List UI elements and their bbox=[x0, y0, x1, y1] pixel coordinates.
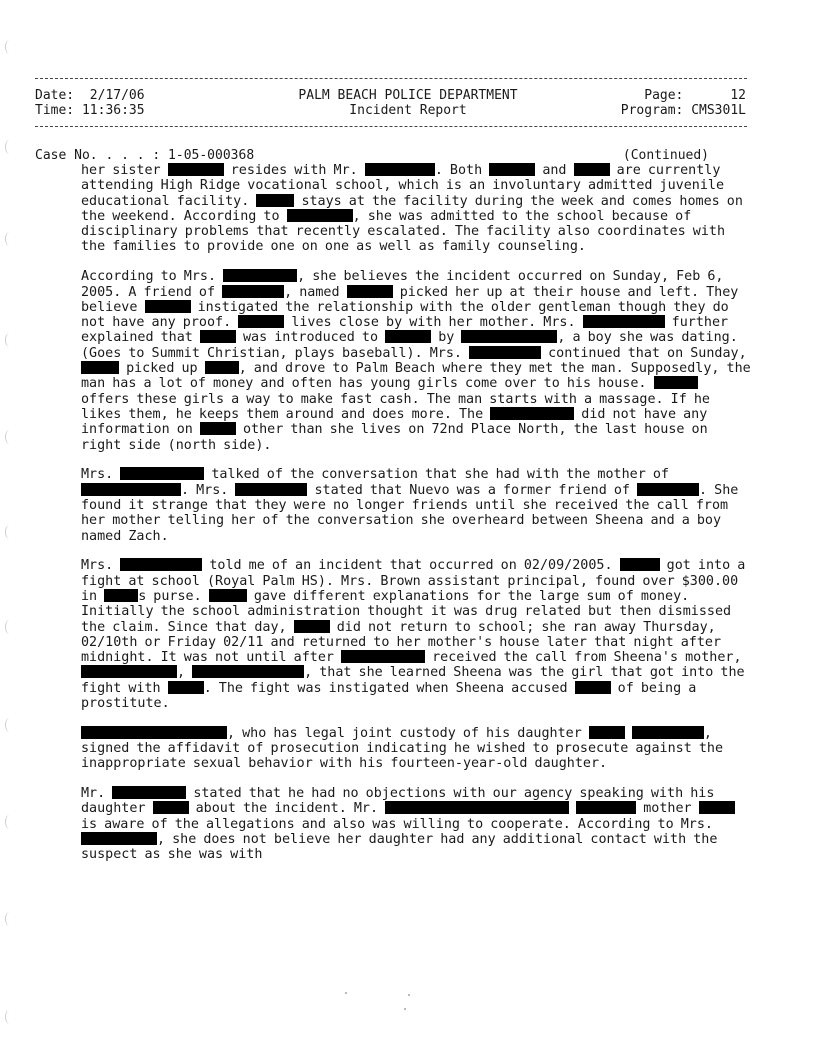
text-fragment: , she believes the incident occurred on Sunday, Feb 6, 2005. A friend of bbox=[81, 269, 724, 300]
redaction-bar bbox=[637, 483, 699, 496]
text-fragment: , signed the affidavit of prosecution indicating he wished to prosecute against the inappropriate sexual behavior with his fourteen-year-old daughter. bbox=[81, 725, 724, 772]
binder-hole-mark bbox=[5, 620, 14, 634]
redaction-bar bbox=[654, 376, 698, 389]
text-fragment: stated that Nuevo was a former friend of bbox=[314, 482, 630, 498]
narrative-paragraph bbox=[81, 269, 751, 453]
redaction-bar bbox=[574, 163, 610, 176]
binder-hole-mark bbox=[5, 333, 14, 347]
redaction-bar bbox=[112, 786, 186, 799]
text-fragment: , who has legal joint custody of his daughter bbox=[227, 725, 582, 741]
text-fragment: by bbox=[438, 330, 455, 346]
redaction-bar bbox=[153, 801, 189, 814]
case-number: Case No. . . . : 1-05-000368 bbox=[35, 148, 255, 163]
text-fragment: , named bbox=[284, 284, 340, 300]
page-number: Page: 12 bbox=[644, 88, 746, 103]
text-fragment: her sister bbox=[81, 163, 161, 178]
report-date: Date: 2/17/06 bbox=[35, 88, 145, 103]
text-fragment: . Both bbox=[434, 163, 483, 178]
scan-speck bbox=[345, 992, 347, 994]
header-bottom-rule bbox=[35, 126, 747, 127]
department-name: PALM BEACH POLICE DEPARTMENT bbox=[298, 88, 518, 103]
text-fragment: . Mrs. bbox=[181, 482, 229, 498]
redaction-bar bbox=[620, 558, 660, 571]
redaction-bar bbox=[205, 361, 239, 374]
redaction-bar bbox=[489, 163, 535, 176]
redaction-bar bbox=[385, 330, 431, 343]
binder-hole-mark bbox=[5, 140, 14, 154]
report-narrative bbox=[81, 163, 751, 877]
redaction-bar bbox=[223, 269, 297, 282]
text-fragment: , bbox=[177, 665, 186, 681]
binder-hole-mark bbox=[5, 232, 14, 246]
text-fragment: did not have any information on bbox=[81, 406, 708, 438]
redaction-bar bbox=[461, 330, 557, 343]
redaction-bar bbox=[347, 285, 393, 298]
text-fragment: stated that he had no objections with our agency speaking with his daughter bbox=[81, 786, 715, 817]
redaction-bar bbox=[589, 726, 625, 739]
binder-hole-mark bbox=[5, 430, 14, 444]
text-fragment: about the incident. Mr. bbox=[195, 801, 379, 817]
text-fragment: received the call from Sheena's mother, bbox=[432, 650, 742, 666]
text-fragment: picked her up at their house and left. They believe bbox=[81, 284, 739, 315]
continued-label: (Continued) bbox=[622, 148, 709, 163]
redaction-bar bbox=[200, 330, 236, 343]
redaction-bar bbox=[168, 681, 204, 694]
text-fragment: was introduced to bbox=[243, 330, 379, 346]
text-fragment: Mrs. bbox=[81, 558, 114, 574]
redaction-bar bbox=[168, 163, 224, 176]
text-fragment: . She found it strange that they were no longer friends until she received the call from her mother telling her of the conversation she overheard between Sheena and a boy named Zach. bbox=[81, 482, 739, 544]
text-fragment: and bbox=[542, 163, 567, 178]
redaction-bar bbox=[385, 801, 569, 814]
redaction-bar bbox=[145, 300, 191, 313]
redaction-bar bbox=[490, 407, 574, 420]
text-fragment: instigated the relationship with the older gentleman though they do not have any proof. bbox=[81, 299, 729, 331]
redaction-bar bbox=[81, 361, 119, 374]
text-fragment: resides with Mr. bbox=[230, 163, 358, 178]
redaction-bar bbox=[575, 681, 611, 694]
binder-hole-mark bbox=[5, 40, 14, 54]
redaction-bar bbox=[632, 726, 704, 739]
text-fragment: offers these girls a way to make fast cash. The man starts with a massage. If he likes them, he keeps them around and does more. The bbox=[81, 391, 710, 422]
text-fragment: other than she lives on 72nd Place North, the last house on right side (north side). bbox=[81, 422, 708, 453]
header-top-rule bbox=[35, 78, 747, 79]
redaction-bar bbox=[341, 650, 425, 663]
redaction-bar bbox=[238, 315, 284, 328]
scan-speck bbox=[408, 994, 410, 996]
redaction-bar bbox=[192, 665, 304, 678]
redaction-bar bbox=[81, 483, 181, 496]
text-fragment: , she does not believe her daughter had any additional contact with the suspect as she was with bbox=[81, 832, 718, 863]
text-fragment: of being a prostitute. bbox=[81, 680, 697, 711]
redaction-bar bbox=[699, 801, 735, 814]
redaction-bar bbox=[583, 315, 665, 328]
text-fragment: mother bbox=[643, 801, 692, 817]
scan-speck bbox=[404, 1008, 406, 1010]
redaction-bar bbox=[222, 285, 284, 298]
text-fragment: picked up bbox=[126, 361, 198, 377]
text-fragment: is aware of the allegations and also was willing to cooperate. According to Mrs. bbox=[81, 816, 713, 832]
text-fragment: According to Mrs. bbox=[81, 269, 217, 285]
text-fragment: . The fight was instigated when Sheena accused bbox=[203, 680, 568, 696]
binder-hole-mark bbox=[5, 1010, 14, 1024]
redaction-bar bbox=[287, 209, 353, 222]
text-fragment: are currently attending High Ridge vocational school, which is an involuntary admitted juvenile educational facility. bbox=[81, 163, 725, 209]
text-fragment: Mrs. bbox=[81, 467, 114, 483]
program-code: Program: CMS301L bbox=[620, 103, 746, 118]
text-fragment: gave different explanations for the large sum of money. Initially the school administration thought it was drug related but then dismissed the claim. Since that day, bbox=[81, 588, 732, 635]
redaction-bar bbox=[120, 558, 202, 571]
redaction-bar bbox=[294, 620, 330, 633]
redaction-bar bbox=[81, 726, 227, 739]
redaction-bar bbox=[104, 589, 138, 602]
text-fragment: Mr. bbox=[81, 786, 106, 802]
redaction-bar bbox=[469, 346, 541, 359]
narrative-paragraph bbox=[81, 558, 751, 711]
redaction-bar bbox=[120, 467, 204, 480]
report-time: Time: 11:36:35 bbox=[35, 103, 145, 118]
redaction-bar bbox=[235, 483, 307, 496]
text-fragment: talked of the conversation that she had with the mother of bbox=[211, 467, 669, 483]
text-fragment: continued that on Sunday, bbox=[548, 345, 747, 361]
text-fragment: lives close by with her mother. Mrs. bbox=[291, 315, 576, 331]
binder-hole-mark bbox=[5, 912, 14, 926]
text-fragment: , a boy she was dating. (Goes to Summit Christian, plays baseball). Mrs. bbox=[81, 330, 738, 361]
text-fragment: s purse. bbox=[138, 588, 202, 604]
redaction-bar bbox=[209, 589, 247, 602]
narrative-paragraph bbox=[81, 467, 751, 543]
text-fragment: , that she learned Sheena was the girl that got into the fight with bbox=[81, 665, 745, 696]
report-type: Incident Report bbox=[349, 103, 467, 118]
text-fragment: , she was admitted to the school because of disciplinary problems that recently escalated. The facility also coordinates with the families to provide one on one as well as family counseling. bbox=[81, 208, 726, 255]
redaction-bar bbox=[200, 422, 236, 435]
case-number-line bbox=[35, 148, 747, 163]
redaction-bar bbox=[365, 163, 435, 176]
text-fragment: told me of an incident that occurred on 02/09/2005. bbox=[209, 558, 613, 574]
text-fragment: got into a fight at school (Royal Palm HS). Mrs. Brown assistant principal, found over $300.00 in bbox=[81, 558, 746, 604]
binder-hole-mark bbox=[5, 718, 14, 732]
narrative-paragraph bbox=[81, 786, 751, 862]
text-fragment: , and drove to Palm Beach where they met the man. Supposedly, the man has a lot of money and often has young girls come over to his house. bbox=[81, 361, 751, 392]
narrative-paragraph bbox=[81, 726, 751, 772]
text-fragment: stays at the facility during the week and comes homes on the weekend. According to bbox=[81, 193, 743, 224]
redaction-bar bbox=[256, 194, 294, 207]
redaction-bar bbox=[81, 832, 157, 845]
redaction-bar bbox=[576, 801, 636, 814]
narrative-paragraph bbox=[81, 163, 751, 255]
text-fragment: further explained that bbox=[81, 315, 729, 346]
binder-hole-mark bbox=[5, 815, 14, 829]
binder-hole-mark bbox=[5, 525, 14, 539]
redaction-bar bbox=[81, 665, 177, 678]
text-fragment: did not return to school; she ran away Thursday, 02/10th or Friday 02/11 and returned to her mother's house later that night after midnight. It was not until after bbox=[81, 619, 722, 666]
